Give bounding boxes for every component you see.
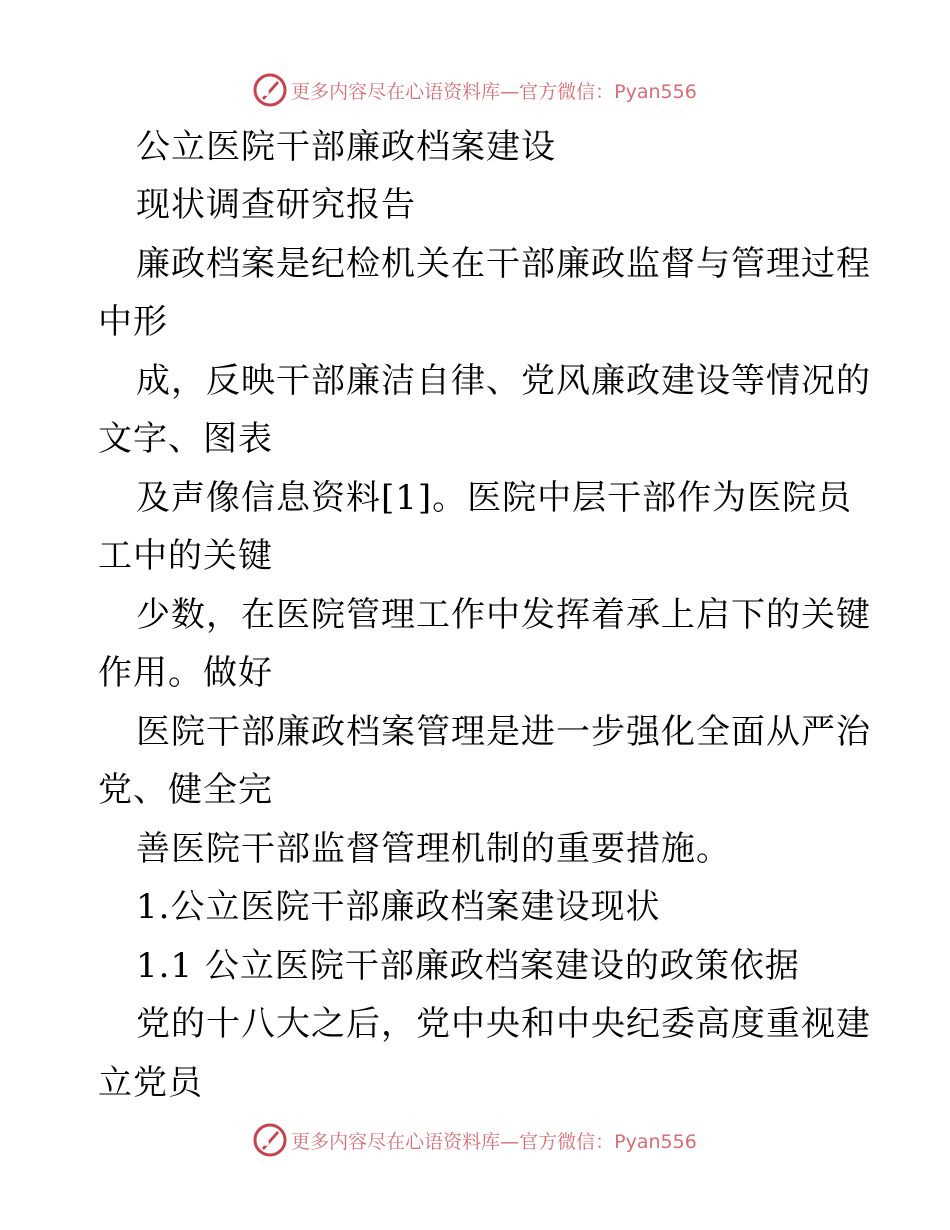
doc-text-line: 善医院干部监督管理机制的重要措施。 xyxy=(136,829,731,869)
quill-logo-icon xyxy=(253,73,287,107)
doc-text-line: 成，反映干部廉洁自律、党风廉政建设等情况的 xyxy=(136,361,871,401)
doc-title-line: 公立医院干部廉政档案建设 xyxy=(136,127,556,167)
doc-text-line: 中形 xyxy=(98,302,168,342)
header-watermark xyxy=(0,70,950,110)
doc-text-line: 作用。做好 xyxy=(98,653,273,693)
doc-text-line: 医院干部廉政档案管理是进一步强化全面从严治 xyxy=(136,712,871,752)
doc-subtitle-line: 现状调查研究报告 xyxy=(136,185,416,225)
watermark-text: 更多内容尽在心语资料库—官方微信：Pyan556 xyxy=(291,1130,697,1153)
doc-text-line: 党、健全完 xyxy=(98,770,273,810)
section-heading: 1.公立医院干部廉政档案建设现状 xyxy=(136,887,661,927)
doc-text-line: 及声像信息资料[1]。医院中层干部作为医院员 xyxy=(136,478,853,518)
doc-text-line: 工中的关键 xyxy=(98,536,273,576)
doc-text-line: 立党员 xyxy=(98,1063,203,1103)
watermark-text: 更多内容尽在心语资料库—官方微信：Pyan556 xyxy=(291,80,697,103)
footer-watermark xyxy=(0,1120,950,1160)
doc-text-line: 党的十八大之后，党中央和中央纪委高度重视建 xyxy=(136,1004,871,1044)
subsection-heading: 1.1 公立医院干部廉政档案建设的政策依据 xyxy=(136,946,800,986)
quill-logo-icon xyxy=(253,1123,287,1157)
doc-text-line: 廉政档案是纪检机关在干部廉政监督与管理过程 xyxy=(136,244,871,284)
doc-text-line: 少数，在医院管理工作中发挥着承上启下的关键 xyxy=(136,595,871,635)
doc-text-line: 文字、图表 xyxy=(98,419,273,459)
